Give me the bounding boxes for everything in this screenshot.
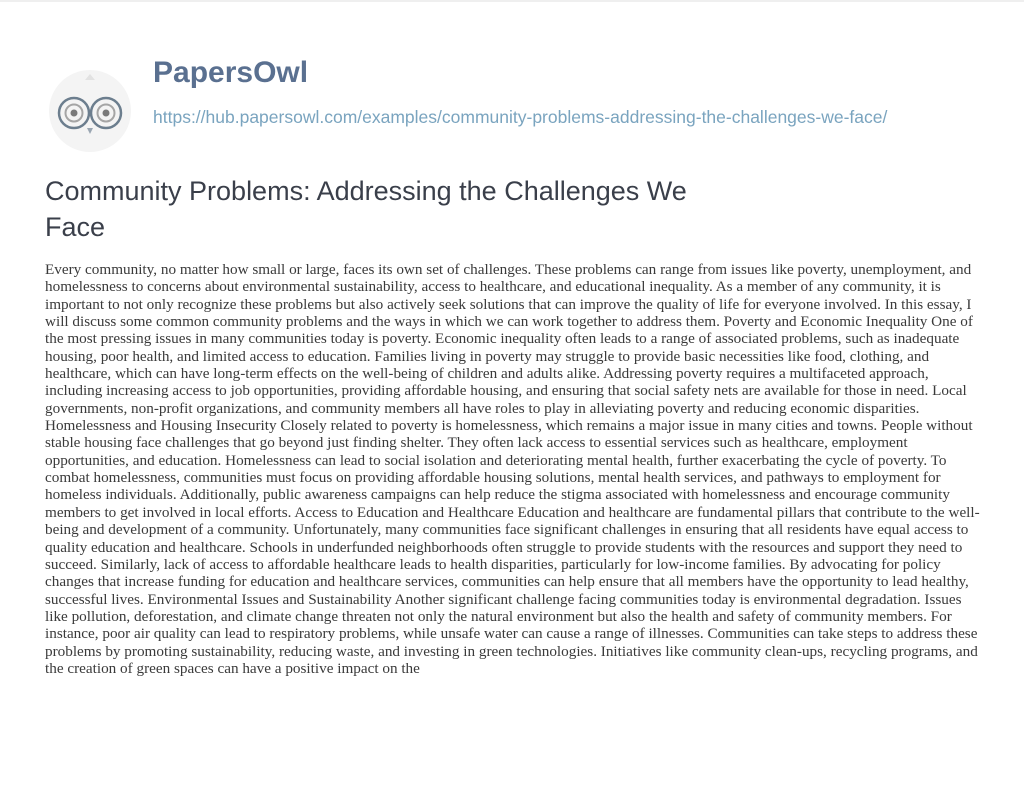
article-url-link[interactable]: https://hub.papersowl.com/examples/community-problems-addressing-the-challenges-we-face/ — [153, 107, 888, 127]
owl-eyes-icon — [47, 68, 133, 154]
site-header — [45, 30, 985, 160]
page-title: Community Problems: Addressing the Challenges We Face — [45, 176, 687, 242]
top-divider — [0, 0, 1024, 2]
article-body: Every community, no matter how small or large, faces its own set of challenges. These problems can range from issues like poverty, unemployment, and homelessness to concerns about environmental sustainability, access to healthcare, and educational inequality. As a member of any community, it is important to not only recognize these problems but also actively seek solutions that can improve the quality of life for everyone involved. In this essay, I will discuss some common community problems and the ways in which we can work together to address them. Poverty and Economic Inequality One of the most pressing issues in many communities today is poverty. Economic inequality often leads to a range of associated problems, such as inadequate housing, poor health, and limited access to education. Families living in poverty may struggle to provide basic necessities like food, clothing, and healthcare, which can have long-term effects on the well-being of children and adults alike. Addressing poverty requires a multifaceted approach, including increasing access to job opportunities, providing affordable housing, and ensuring that social safety nets are available for those in need. Local governments, non-profit organizations, and community members all have roles to play in alleviating poverty and reducing economic disparities. Homelessness and Housing Insecurity Closely related to poverty is homelessness, which remains a major issue in many cities and towns. People without stable housing face challenges that go beyond just finding shelter. They often lack access to essential services such as healthcare, employment opportunities, and education. Homelessness can lead to social isolation and deteriorating mental health, further exacerbating the cycle of poverty. To combat homelessness, communities must focus on providing affordable housing solutions, mental health services, and pathways to employment for homeless individuals. Additionally, public awareness campaigns can help reduce the stigma associated with homelessness and encourage community members to get involved in local efforts. Access to Education and Healthcare Education and healthcare are fundamental pillars that contribute to the well-being and development of a community. Unfortunately, many communities face significant challenges in ensuring that all residents have equal access to quality education and healthcare. Schools in underfunded neighborhoods often struggle to provide students with the resources and support they need to succeed. Similarly, lack of access to affordable healthcare leads to health disparities, particularly for low-income families. By advocating for policy changes that increase funding for education and healthcare services, communities can help ensure that all members have the opportunity to lead healthy, successful lives. Environmental Issues and Sustainability Another significant challenge facing communities today is environmental degradation. Issues like pollution, deforestation, and climate change threaten not only the natural environment but also the health and safety of community members. For instance, poor air quality can lead to respiratory problems, while unsafe water can cause a range of illnesses. Communities can take steps to address these problems by promoting sustainability, reducing waste, and investing in green technologies. Initiatives like community clean-ups, recycling programs, and the creation of green spaces can have a positive impact on the — [45, 261, 980, 677]
brand-name[interactable]: PapersOwl — [153, 56, 309, 89]
